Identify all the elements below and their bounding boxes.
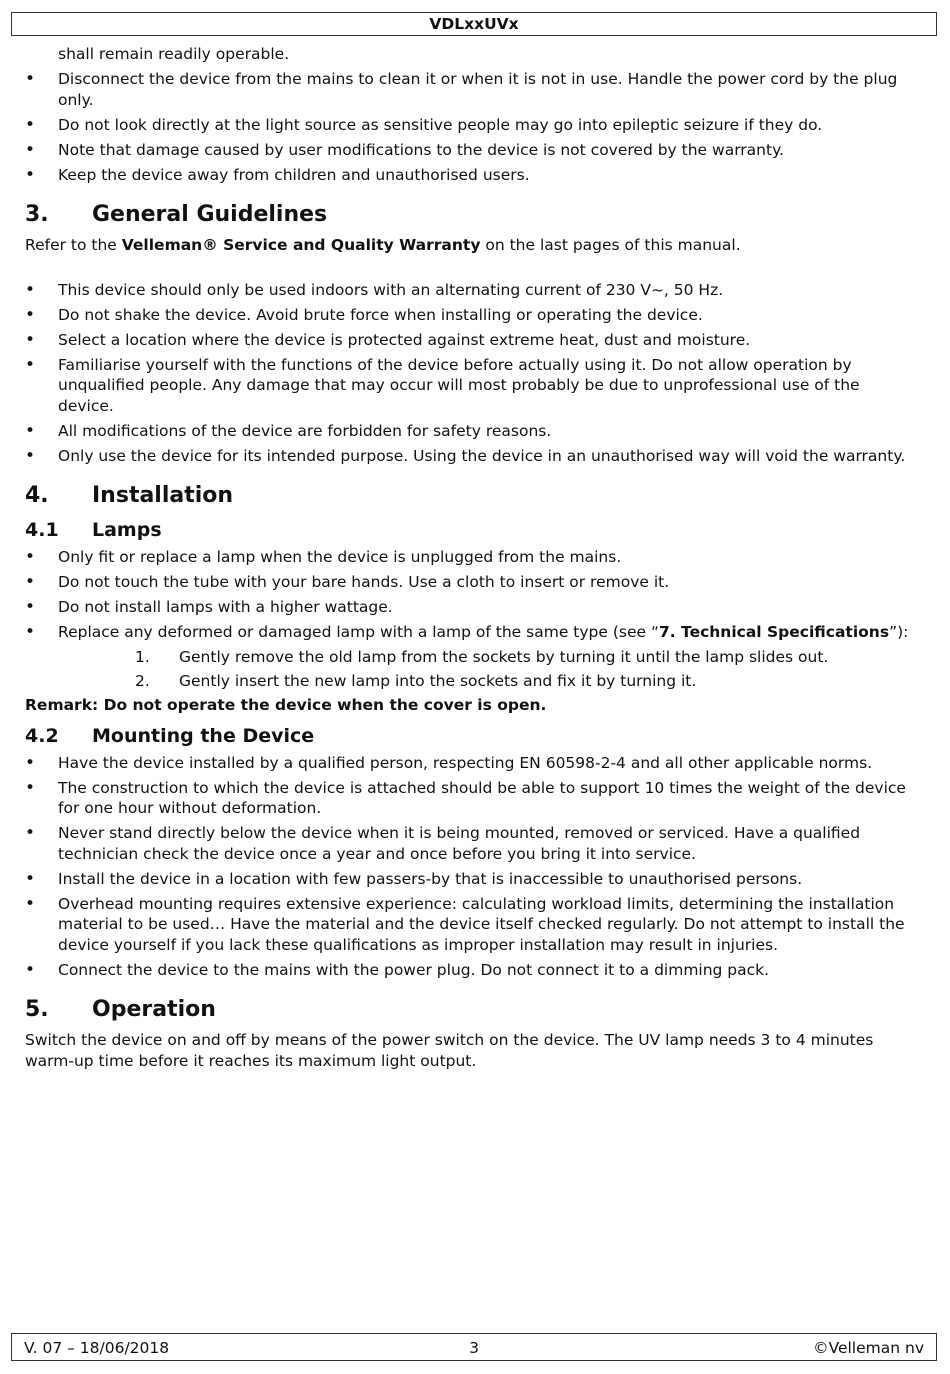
intro-text: Refer to the — [25, 236, 122, 254]
list-item: • The construction to which the device is attached should be able to support 10 times the weight of the device for one hour without deformation. — [25, 778, 920, 819]
subsection-title: Mounting the Device — [92, 724, 315, 747]
section-number: 5. — [25, 997, 49, 1022]
section-heading-4 — [25, 482, 920, 510]
list-item: • Do not touch the tube with your bare hands. Use a cloth to insert or remove it. — [25, 572, 920, 593]
section-number: 4. — [25, 483, 49, 508]
list-item: • Install the device in a location with few passers-by that is inaccessible to unauthorised persons. — [25, 869, 920, 890]
list-item — [25, 622, 920, 643]
list-item: • Note that damage caused by user modifications to the device is not covered by the warranty. — [25, 140, 920, 161]
list-item: • Keep the device away from children and unauthorised users. — [25, 165, 920, 186]
remark: Remark: Do not operate the device when the cover is open. — [25, 696, 547, 714]
list-item: • Do not shake the device. Avoid brute force when installing or operating the device. — [25, 305, 920, 326]
section-number: 3. — [25, 202, 49, 227]
step-text: Gently remove the old lamp from the sockets by turning it until the lamp slides out. — [179, 648, 829, 666]
safety-list-continued — [25, 44, 920, 185]
mounting-list — [25, 753, 920, 981]
list-item: • Disconnect the device from the mains to clean it or when it is not in use. Handle the power cord by the plug only. — [25, 69, 920, 110]
warranty-reference: Velleman® Service and Quality Warranty — [121, 236, 481, 254]
guidelines-list — [25, 280, 920, 467]
list-item: • Only fit or replace a lamp when the device is unplugged from the mains. — [25, 547, 920, 568]
list-item: • Only use the device for its intended purpose. Using the device in an unauthorised way will void the warranty. — [25, 446, 920, 467]
page-number: 3 — [469, 1339, 479, 1357]
step-number: 1. — [135, 648, 150, 666]
subsection-number: 4.1 — [25, 519, 59, 541]
footer-version: V. 07 – 18/06/2018 — [24, 1339, 170, 1357]
step-number: 2. — [135, 671, 150, 690]
subsection-heading-4-2 — [25, 724, 920, 748]
list-item: • All modifications of the device are forbidden for safety reasons. — [25, 421, 920, 442]
page-content — [25, 44, 920, 1071]
step-item — [135, 671, 920, 692]
list-item: shall remain readily operable. — [58, 45, 290, 63]
section-title: Installation — [92, 483, 234, 508]
list-item: • Select a location where the device is protected against extreme heat, dust and moisture. — [25, 330, 920, 351]
list-item: • Connect the device to the mains with the power plug. Do not connect it to a dimming pack. — [25, 960, 920, 981]
subsection-heading-4-1 — [25, 518, 920, 542]
step-item — [135, 647, 920, 668]
list-item: • Familiarise yourself with the functions of the device before actually using it. Do not allow operation by unqualified people. Any damage that may occur will most probably be due to unprofessional use of the device. — [25, 355, 920, 417]
section-intro — [25, 235, 920, 256]
page-header — [11, 12, 937, 36]
list-item: • Overhead mounting requires extensive experience: calculating workload limits, determining the installation material to be used… Have the material and the device itself checked regularly. Do not attempt to install the device yourself if you lack these qualifications as improper installation may result in injuries. — [25, 894, 920, 956]
subsection-title: Lamps — [92, 519, 162, 541]
intro-text-end: on the last pages of this manual. — [480, 236, 741, 254]
header-title: VDLxxUVx — [429, 15, 519, 33]
section-heading-3 — [25, 201, 920, 229]
page-footer — [11, 1333, 937, 1361]
operation-text: Switch the device on and off by means of the power switch on the device. The UV lamp needs 3 to 4 minutes warm-up time before it reaches its maximum light output. — [25, 1031, 874, 1070]
subsection-number: 4.2 — [25, 724, 59, 747]
list-item: • Do not look directly at the light source as sensitive people may go into epileptic seizure if they do. — [25, 115, 920, 136]
tech-spec-reference: 7. Technical Specifications — [658, 623, 890, 641]
section-title: General Guidelines — [92, 202, 328, 227]
list-item: • Never stand directly below the device when it is being mounted, removed or serviced. Have a qualified technician check the device once a year and once before you bring it into service. — [25, 823, 920, 864]
list-item: • Have the device installed by a qualified person, respecting EN 60598-2-4 and all other applicable norms. — [25, 753, 920, 774]
step-text: Gently insert the new lamp into the sockets and fix it by turning it. — [179, 671, 697, 690]
list-item: • Do not install lamps with a higher wattage. — [25, 597, 920, 618]
lamps-list — [25, 547, 920, 643]
replacement-steps — [25, 647, 920, 691]
section-title: Operation — [92, 997, 216, 1022]
list-item: • This device should only be used indoors with an alternating current of 230 V~, 50 Hz. — [25, 280, 920, 301]
footer-copyright: ©Velleman nv — [813, 1339, 924, 1357]
section-heading-5 — [25, 996, 920, 1024]
replace-text: Replace any deformed or damaged lamp with a lamp of the same type (see “ — [58, 623, 659, 641]
replace-text-end: ”): — [889, 623, 909, 641]
